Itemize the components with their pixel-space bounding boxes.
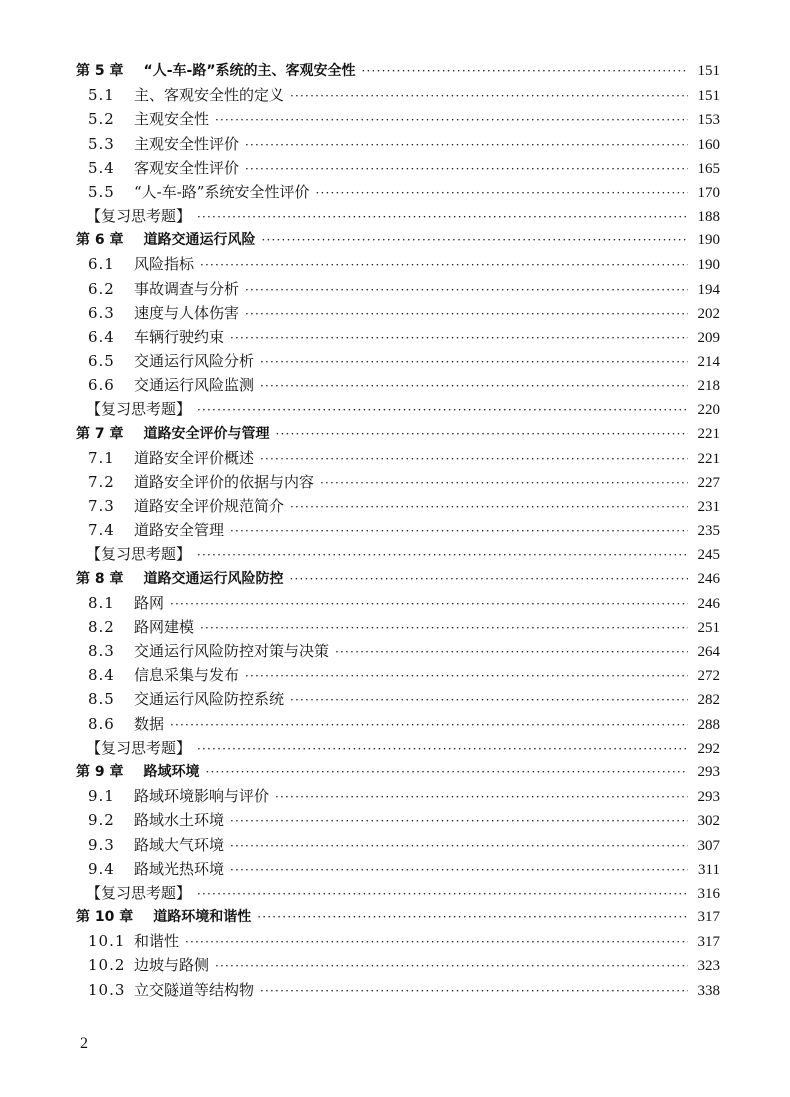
toc-entry-page: 165: [697, 160, 720, 177]
dot-leader: [200, 616, 688, 640]
toc-section-row[interactable]: [76, 325, 720, 349]
toc-entry-number: 5.4: [88, 158, 115, 177]
toc-entry-title: 路网: [134, 593, 165, 612]
toc-entry-number: 7.2: [88, 472, 115, 491]
toc-entry-number: 8.2: [88, 617, 115, 636]
toc-entry-title: 路域环境影响与评价: [134, 787, 270, 806]
dot-leader: [315, 181, 688, 205]
dot-leader: [245, 664, 688, 688]
toc-entry-page: 190: [697, 232, 720, 249]
toc-entry-number: 10.1: [88, 932, 126, 951]
toc-entry-title: 道路交通运行风险: [143, 232, 256, 249]
toc-section-row[interactable]: [76, 518, 720, 542]
toc-entry-title: 交通运行风险分析: [134, 352, 255, 371]
toc-entry-title: 事故调查与分析: [134, 279, 240, 298]
toc-entry-page: 235: [697, 523, 720, 540]
toc-entry-title: 交通运行风险防控系统: [134, 690, 285, 709]
dot-leader: [230, 326, 688, 350]
toc-entry-title: 风险指标: [134, 255, 195, 274]
toc-entry-page: 221: [697, 425, 720, 442]
toc-entry-title: 【复习思考题】: [86, 545, 192, 564]
toc-entry-page: 317: [697, 934, 720, 951]
dot-leader: [197, 205, 688, 229]
toc-entry-page: 272: [697, 668, 720, 685]
toc-review-row[interactable]: [76, 542, 720, 566]
toc-entry-number: 6.4: [88, 327, 115, 346]
dot-leader: [276, 422, 689, 446]
dot-leader: [257, 905, 688, 929]
toc-entry-page: 282: [697, 692, 720, 709]
toc-entry-title: 路域大气环境: [134, 835, 225, 854]
toc-section-row[interactable]: [76, 132, 720, 156]
dot-leader: [170, 713, 688, 737]
toc-entry-title: 路域水土环境: [134, 811, 225, 830]
dot-leader: [245, 133, 688, 157]
dot-leader: [245, 157, 688, 181]
toc-section-row[interactable]: [76, 277, 720, 301]
toc-entry-page: 245: [697, 547, 720, 564]
dot-leader: [197, 398, 688, 422]
toc-section-row[interactable]: [76, 446, 720, 470]
toc-entry-title: 车辆行驶约束: [134, 327, 225, 346]
toc-entry-page: 323: [697, 958, 720, 975]
dot-leader: [197, 543, 688, 567]
table-of-contents: [76, 59, 720, 1002]
dot-leader: [260, 979, 688, 1003]
dot-leader: [290, 688, 688, 712]
toc-entry-title: 路网建模: [134, 617, 195, 636]
toc-chapter-row[interactable]: [76, 59, 720, 83]
toc-section-row[interactable]: [76, 180, 720, 204]
dot-leader: [260, 374, 688, 398]
toc-entry-page: 293: [697, 789, 720, 806]
toc-section-row[interactable]: [76, 857, 720, 881]
toc-entry-number: 第 5 章: [76, 63, 124, 79]
toc-entry-number: 6.3: [88, 303, 115, 322]
toc-section-row[interactable]: [76, 833, 720, 857]
toc-section-row[interactable]: [76, 615, 720, 639]
dot-leader: [230, 809, 688, 833]
dot-leader: [320, 471, 688, 495]
toc-entry-number: 9.3: [88, 835, 115, 854]
toc-entry-title: 路域光热环境: [134, 859, 225, 878]
toc-entry-page: 160: [697, 136, 720, 153]
toc-review-row[interactable]: [76, 736, 720, 760]
dot-leader: [230, 834, 688, 858]
toc-entry-number: 8.5: [88, 690, 115, 709]
dot-leader: [215, 954, 688, 978]
toc-entry-number: 7.3: [88, 497, 115, 516]
toc-entry-title: 主、客观安全性的定义: [134, 86, 285, 105]
toc-section-row[interactable]: [76, 639, 720, 663]
toc-entry-number: 7.1: [88, 448, 115, 467]
toc-entry-title: 道路安全评价概述: [134, 448, 255, 467]
toc-entry-number: 8.4: [88, 666, 115, 685]
toc-entry-page: 220: [697, 402, 720, 419]
toc-entry-title: 信息采集与发布: [134, 666, 240, 685]
toc-entry-page: 202: [697, 305, 720, 322]
dot-leader: [290, 567, 689, 591]
toc-entry-page: 292: [697, 740, 720, 757]
toc-entry-number: 第 8 章: [76, 570, 124, 587]
dot-leader: [230, 519, 688, 543]
dot-leader: [170, 592, 688, 616]
toc-entry-number: 第 6 章: [76, 232, 124, 249]
toc-entry-title: 数据: [134, 714, 165, 733]
toc-entry-number: 第 10 章: [76, 909, 134, 926]
toc-chapter-row[interactable]: [76, 760, 720, 784]
toc-section-row[interactable]: [76, 301, 720, 325]
toc-entry-number: 10.2: [88, 956, 126, 975]
toc-entry-title: 主观安全性: [134, 110, 210, 129]
toc-entry-number: 8.6: [88, 714, 115, 733]
toc-entry-title: 【复习思考题】: [86, 738, 192, 757]
toc-entry-page: 190: [697, 257, 720, 274]
toc-entry-page: 218: [697, 378, 720, 395]
dot-leader: [245, 302, 688, 326]
toc-chapter-row[interactable]: [76, 422, 720, 446]
toc-chapter-row[interactable]: [76, 905, 720, 929]
toc-chapter-row[interactable]: [76, 567, 720, 591]
toc-entry-title: 道路交通运行风险防控: [143, 570, 284, 587]
toc-entry-page: 338: [697, 982, 720, 999]
toc-entry-page: 170: [697, 184, 720, 201]
dot-leader: [230, 858, 688, 882]
toc-entry-number: 第 7 章: [76, 425, 124, 442]
toc-section-row[interactable]: [76, 687, 720, 711]
toc-entry-page: 188: [697, 209, 720, 226]
toc-entry-title: 立交隧道等结构物: [134, 980, 255, 999]
dot-leader: [362, 59, 688, 83]
toc-entry-number: 9.4: [88, 859, 115, 878]
toc-entry-page: 316: [697, 885, 720, 902]
dot-leader: [262, 228, 689, 252]
toc-entry-title: “人-车-路”系统的主、客观安全性: [143, 63, 356, 79]
toc-entry-number: 5.5: [88, 182, 115, 201]
toc-section-row[interactable]: [76, 470, 720, 494]
toc-entry-page: 151: [697, 88, 720, 105]
dot-leader: [275, 785, 688, 809]
toc-review-row[interactable]: [76, 881, 720, 905]
toc-entry-number: 5.3: [88, 134, 115, 153]
toc-entry-page: 246: [697, 570, 720, 587]
dot-leader: [197, 737, 688, 761]
toc-entry-number: 8.3: [88, 642, 115, 661]
toc-entry-title: 和谐性: [134, 932, 180, 951]
toc-entry-title: 路域环境: [143, 763, 200, 780]
dot-leader: [290, 84, 688, 108]
dot-leader: [206, 760, 689, 784]
toc-entry-page: 311: [698, 861, 720, 878]
toc-entry-page: 302: [697, 813, 720, 830]
toc-entry-title: 【复习思考题】: [86, 207, 192, 226]
toc-entry-title: 道路安全评价规范简介: [134, 497, 285, 516]
toc-entry-title: 【复习思考题】: [86, 883, 192, 902]
toc-entry-page: 264: [697, 644, 720, 661]
toc-entry-number: 9.2: [88, 811, 115, 830]
toc-entry-number: 8.1: [88, 593, 115, 612]
toc-entry-page: 317: [697, 909, 720, 926]
toc-entry-title: “人-车-路”系统安全性评价: [134, 182, 310, 201]
toc-entry-page: 221: [697, 450, 720, 467]
toc-entry-page: 227: [697, 474, 720, 491]
dot-leader: [200, 253, 688, 277]
toc-entry-page: 288: [697, 716, 720, 733]
toc-section-row[interactable]: [76, 663, 720, 687]
toc-section-row[interactable]: [76, 107, 720, 131]
toc-entry-number: 6.6: [88, 376, 115, 395]
toc-section-row[interactable]: [76, 591, 720, 615]
toc-entry-title: 交通运行风险防控对策与决策: [134, 642, 330, 661]
toc-entry-number: 10.3: [88, 980, 126, 999]
toc-section-row[interactable]: [76, 373, 720, 397]
toc-entry-number: 第 9 章: [76, 763, 124, 780]
toc-entry-page: 293: [697, 763, 720, 780]
toc-entry-title: 主观安全性评价: [134, 134, 240, 153]
toc-entry-title: 客观安全性评价: [134, 158, 240, 177]
toc-entry-title: 交通运行风险监测: [134, 376, 255, 395]
toc-section-row[interactable]: [76, 978, 720, 1002]
dot-leader: [245, 278, 688, 302]
toc-entry-page: 151: [697, 63, 720, 79]
toc-entry-number: 7.4: [88, 521, 115, 540]
toc-entry-title: 速度与人体伤害: [134, 303, 240, 322]
dot-leader: [260, 447, 688, 471]
dot-leader: [335, 640, 688, 664]
toc-entry-title: 【复习思考题】: [86, 400, 192, 419]
toc-section-row[interactable]: [76, 929, 720, 953]
toc-entry-page: 231: [697, 499, 720, 516]
toc-section-row[interactable]: [76, 252, 720, 276]
dot-leader: [215, 108, 688, 132]
toc-section-row[interactable]: [76, 494, 720, 518]
toc-review-row[interactable]: [76, 397, 720, 421]
toc-entry-page: 251: [697, 619, 720, 636]
toc-entry-page: 194: [697, 281, 720, 298]
toc-entry-page: 246: [697, 595, 720, 612]
toc-section-row[interactable]: [76, 349, 720, 373]
dot-leader: [197, 882, 688, 906]
toc-entry-title: 道路安全评价的依据与内容: [134, 472, 315, 491]
toc-entry-title: 道路环境和谐性: [153, 909, 252, 926]
dot-leader: [185, 930, 688, 954]
toc-section-row[interactable]: [76, 953, 720, 977]
toc-entry-title: 道路安全管理: [134, 521, 225, 540]
dot-leader: [290, 495, 688, 519]
toc-entry-page: 307: [697, 837, 720, 854]
toc-review-row[interactable]: [76, 204, 720, 228]
toc-entry-page: 209: [697, 329, 720, 346]
toc-entry-number: 6.2: [88, 279, 115, 298]
toc-entry-page: 214: [697, 354, 720, 371]
toc-entry-page: 153: [697, 112, 720, 129]
toc-entry-number: 5.1: [88, 86, 115, 105]
dot-leader: [260, 350, 688, 374]
toc-entry-number: 5.2: [88, 110, 115, 129]
toc-section-row[interactable]: [76, 156, 720, 180]
toc-section-row[interactable]: [76, 83, 720, 107]
toc-entry-number: 6.5: [88, 352, 115, 371]
toc-section-row[interactable]: [76, 808, 720, 832]
toc-entry-number: 9.1: [88, 787, 115, 806]
toc-chapter-row[interactable]: [76, 228, 720, 252]
page-number: 2: [80, 1035, 88, 1052]
toc-section-row[interactable]: [76, 712, 720, 736]
toc-entry-number: 6.1: [88, 255, 115, 274]
toc-entry-title: 边坡与路侧: [134, 956, 210, 975]
toc-section-row[interactable]: [76, 784, 720, 808]
toc-entry-title: 道路安全评价与管理: [143, 425, 270, 442]
